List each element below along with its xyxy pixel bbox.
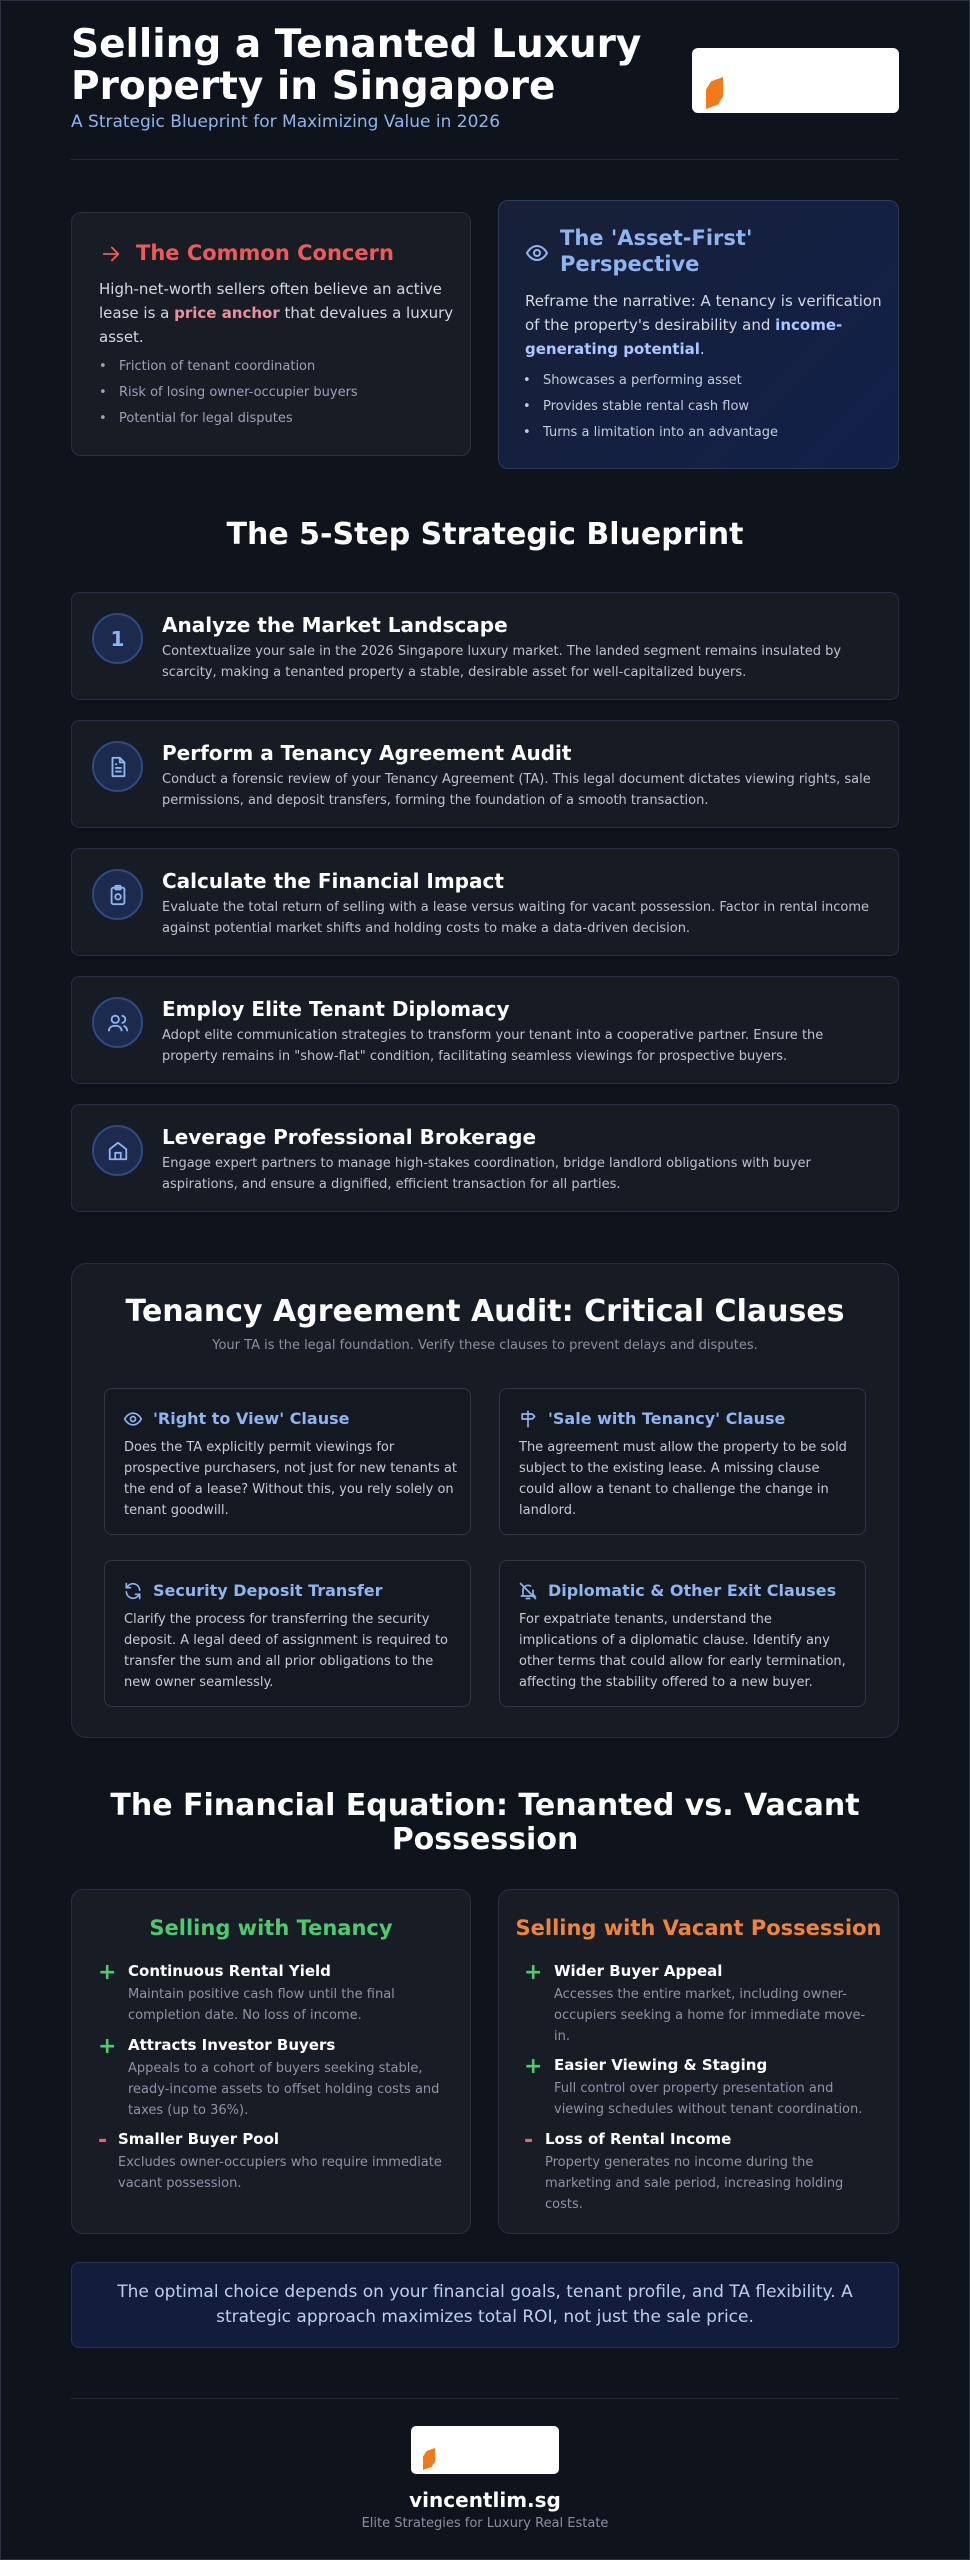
users-icon — [106, 1012, 130, 1034]
step-icon-badge — [92, 869, 143, 920]
minus-icon: - — [98, 2128, 108, 2153]
footer-tagline: Elite Strategies for Luxury Real Estate — [361, 2516, 609, 2531]
fin-item-title: Continuous Rental Yield — [128, 1962, 331, 1980]
asset-first-heading: The 'Asset-First' Perspective — [560, 226, 753, 276]
step-card — [71, 976, 899, 1084]
step-title: Perform a Tenancy Agreement Audit — [162, 741, 572, 765]
ta-audit-subtitle: Your TA is the legal foundation. Verify these clauses to prevent delays and disputes. — [212, 1338, 758, 1353]
vacant-card — [498, 1889, 899, 2234]
page-title: Selling a Tenanted Luxury Property in Singapore — [71, 22, 642, 109]
fin-item-desc: Property generates no income during the marketing and sale period, increasing holding costs. — [545, 2155, 844, 2212]
fin-item-desc: Maintain positive cash flow until the final completion date. No loss of income. — [128, 1987, 395, 2023]
step-icon-badge — [92, 741, 143, 792]
ta-audit-section — [71, 1263, 899, 1738]
plus-icon: + — [524, 2054, 543, 2079]
step-title: Calculate the Financial Impact — [162, 869, 504, 893]
clause-card — [104, 1560, 471, 1707]
asset-bullet: • Provides stable rental cash flow — [543, 399, 749, 414]
plus-icon: + — [524, 1960, 543, 1985]
clause-title: 'Right to View' Clause — [153, 1409, 350, 1428]
fin-item-title: Easier Viewing & Staging — [554, 2056, 768, 2074]
step-description: Contextualize your sale in the 2026 Singapore luxury market. The landed segment remains insulated by scarcity, making a tenanted property a stable, desirable asset for well-capitalized buyers. — [162, 644, 842, 680]
header-divider — [71, 159, 899, 160]
clause-title: 'Sale with Tenancy' Clause — [548, 1409, 786, 1428]
step-card — [71, 720, 899, 828]
step-icon-badge — [92, 1125, 143, 1176]
eye-icon — [123, 1409, 143, 1429]
concern-heading: The Common Concern — [136, 241, 394, 265]
clause-description: For expatriate tenants, understand the implications of a diplomatic clause. Identify any other terms that could allow for early termination, affecting the stability offered to a new buyer. — [519, 1612, 846, 1690]
bell-off-icon — [518, 1581, 538, 1601]
refresh-icon — [123, 1581, 143, 1601]
document-icon — [107, 756, 129, 778]
blueprint-heading: The 5-Step Strategic Blueprint — [226, 517, 744, 552]
step-description: Adopt elite communication strategies to transform your tenant into a cooperative partner. Ensure the property remains in "show-flat" condition, facilitating seamless viewings for prospective buyers. — [162, 1028, 824, 1064]
concern-highlight: price anchor — [174, 304, 280, 322]
concern-bullet: • Potential for legal disputes — [119, 411, 293, 426]
step-description: Evaluate the total return of selling with a lease versus waiting for vacant possession. Factor in rental income against potential market shifts and holding costs to make a data-driven decision. — [162, 900, 870, 936]
step-icon-badge — [92, 997, 143, 1048]
tenancy-card — [71, 1889, 471, 2234]
asset-bullet: • Showcases a performing asset — [543, 373, 742, 388]
asset-bullet: • Turns a limitation into an advantage — [543, 425, 778, 440]
signpost-icon — [518, 1409, 538, 1429]
step-card — [71, 592, 899, 700]
step-title: Leverage Professional Brokerage — [162, 1125, 537, 1149]
header-logo — [692, 48, 899, 113]
clause-card — [104, 1388, 471, 1535]
concern-text-pre: High-net-worth sellers often believe an active lease is a — [99, 280, 442, 322]
footer-divider — [71, 2398, 899, 2399]
vacant-heading: Selling with Vacant Possession — [515, 1916, 882, 1940]
financial-heading: The Financial Equation: Tenanted vs. Vacant Possession — [110, 1788, 860, 1857]
clause-card — [499, 1560, 866, 1707]
home-icon — [107, 1140, 129, 1162]
concern-bullet: • Friction of tenant coordination — [119, 359, 315, 374]
common-concern-card — [71, 212, 471, 456]
fin-item-desc: Excludes owner-occupiers who require immediate vacant possession. — [118, 2155, 442, 2191]
step-title: Employ Elite Tenant Diplomacy — [162, 997, 510, 1021]
plus-icon: + — [98, 2034, 117, 2059]
fin-item-title: Loss of Rental Income — [545, 2130, 732, 2148]
ta-audit-heading: Tenancy Agreement Audit: Critical Clauses — [125, 1294, 845, 1329]
eye-icon — [525, 241, 549, 265]
step-title: Analyze the Market Landscape — [162, 613, 508, 637]
concern-bullet: • Risk of losing owner-occupier buyers — [119, 385, 358, 400]
page-header — [71, 24, 899, 144]
logo-mark-icon — [706, 77, 723, 109]
page-subtitle: A Strategic Blueprint for Maximizing Value in 2026 — [71, 112, 501, 132]
fin-item-title: Wider Buyer Appeal — [554, 1962, 723, 1980]
fin-item-desc: Appeals to a cohort of buyers seeking stable, ready-income assets to offset holding costs and taxes (up to 36%). — [128, 2061, 440, 2118]
clause-title: Diplomatic & Other Exit Clauses — [548, 1581, 837, 1600]
asset-highlight: income-generating potential — [525, 316, 843, 358]
clause-description: The agreement must allow the property to be sold subject to the existing lease. A missing clause could allow a tenant to challenge the change in landlord. — [519, 1440, 847, 1518]
step-number-badge: 1 — [92, 613, 143, 664]
plus-icon: + — [98, 1960, 117, 1985]
clause-card — [499, 1388, 866, 1535]
arrow-right-icon — [100, 243, 122, 265]
concern-text — [99, 277, 454, 349]
clause-description: Clarify the process for transferring the security deposit. A legal deed of assignment is required to transfer the sum and all prior obligations to the new owner seamlessly. — [124, 1612, 449, 1690]
clipboard-icon — [107, 884, 129, 906]
step-description: Conduct a forensic review of your Tenancy Agreement (TA). This legal document dictates viewing rights, sale permissions, and deposit transfers, forming the foundation of a smooth transaction. — [162, 772, 871, 808]
asset-first-card — [498, 200, 899, 469]
concern-text-post: that devalues a luxury asset. — [99, 304, 454, 346]
step-description: Engage expert partners to manage high-stakes coordination, bridge landlord obligations with buyer aspirations, and ensure a dignified, efficient transaction for all parties. — [162, 1156, 811, 1192]
asset-first-text — [525, 289, 885, 361]
clause-description: Does the TA explicitly permit viewings for prospective purchasers, not just for new tenants at the end of a lease? Without this, you rely solely on tenant goodwill. — [124, 1440, 457, 1518]
asset-text-post: . — [699, 340, 705, 358]
fin-item-desc: Full control over property presentation and viewing schedules without tenant coordination. — [554, 2081, 863, 2117]
fin-item-title: Attracts Investor Buyers — [128, 2036, 336, 2054]
asset-text-pre: Reframe the narrative: A tenancy is verification of the property's desirability and — [525, 292, 882, 334]
step-card — [71, 848, 899, 956]
footer-site-name: vincentlim.sg — [409, 2488, 561, 2512]
clause-title: Security Deposit Transfer — [153, 1581, 383, 1600]
fin-item-desc: Accesses the entire market, including owner-occupiers seeking a home for immediate move-in. — [554, 1987, 866, 2044]
conclusion-banner: The optimal choice depends on your financial goals, tenant profile, and TA flexibility. A strategic approach maximizes total ROI, not just the sale price. — [71, 2262, 899, 2348]
tenancy-heading: Selling with Tenancy — [149, 1916, 393, 1940]
footer-logo — [411, 2426, 559, 2474]
step-card — [71, 1104, 899, 1212]
logo-mark-icon — [423, 2448, 435, 2470]
fin-item-title: Smaller Buyer Pool — [118, 2130, 280, 2148]
minus-icon: - — [524, 2128, 534, 2153]
